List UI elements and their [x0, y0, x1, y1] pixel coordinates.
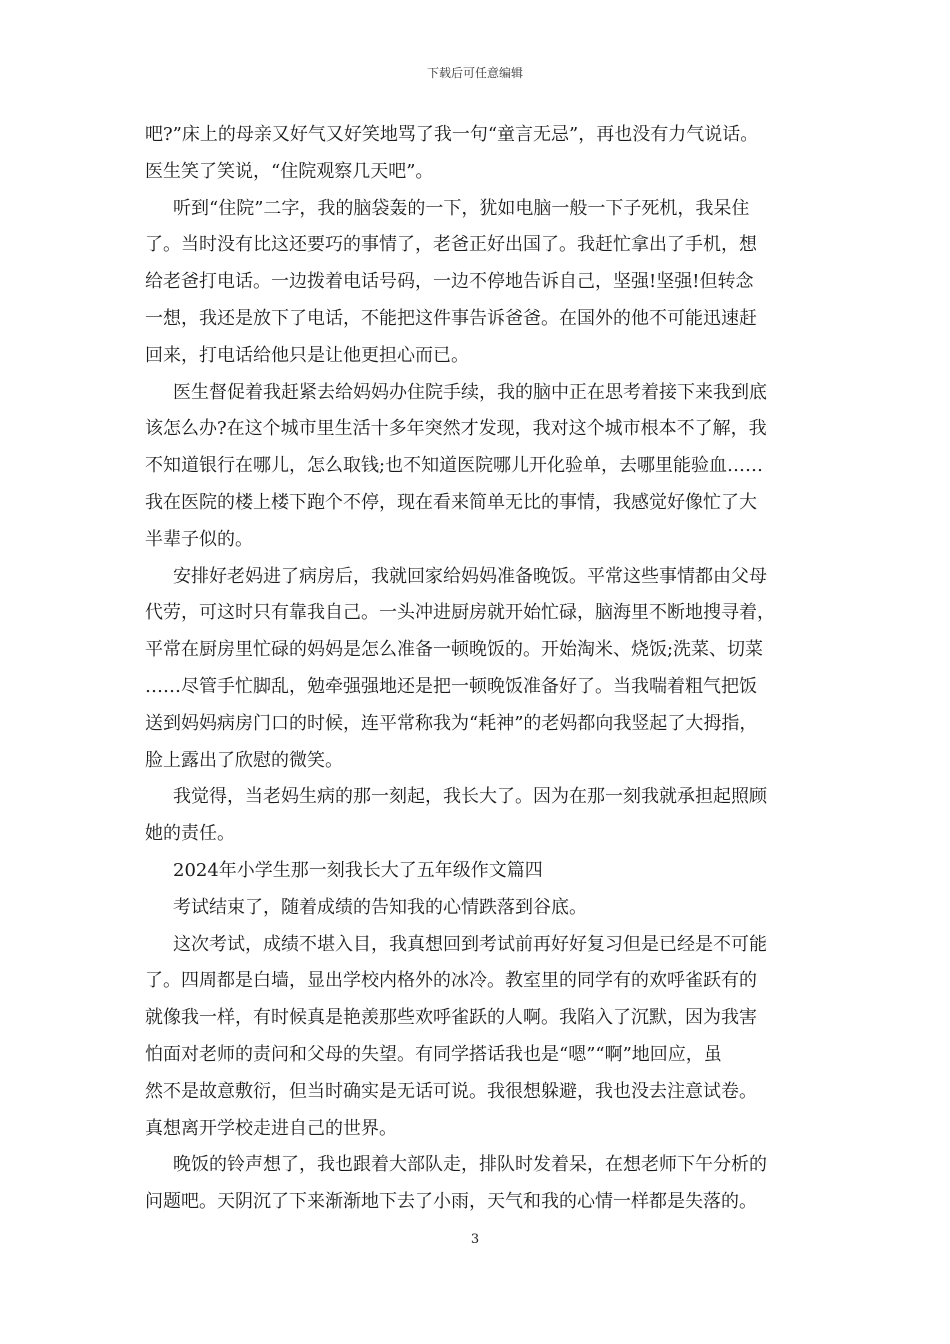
paragraph-start-line: 安排好老妈进了病房后，我就回家给妈妈准备晚饭。平常这些事情都由父母 [173, 565, 767, 587]
text-line: 该怎么办?在这个城市里生活十多年突然才发现，我对这个城市根本不了解，我 [145, 418, 767, 440]
text-line: 吧?”床上的母亲又好气又好笑地骂了我一句“童言无忌”，再也没有力气说话。 [145, 124, 759, 145]
page-number: 3 [470, 1232, 480, 1247]
text-line: 真想离开学校走进自己的世界。 [145, 1117, 397, 1139]
paragraph-start-line: 这次考试，成绩不堪入目，我真想回到考试前再好好复习但是已经是不可能 [173, 933, 767, 955]
text-line: ……尽管手忙脚乱，勉牵强强地还是把一顿晚饭准备好了。当我喘着粗气把饭 [145, 675, 757, 697]
paragraph-start-line: 听到“住院”二字，我的脑袋轰的一下，犹如电脑一般一下子死机，我呆住 [173, 197, 750, 219]
text-line: 脸上露出了欣慰的微笑。 [145, 749, 343, 771]
text-line: 给老爸打电话。一边拨着电话号码，一边不停地告诉自己，坚强!坚强!但转念 [145, 271, 754, 293]
text-line: 问题吧。天阴沉了下来渐渐地下去了小雨，天气和我的心情一样都是失落的。 [145, 1191, 757, 1213]
section-heading: 2024年小学生那一刻我长大了五年级作文篇四 [173, 859, 543, 881]
text-line: 不知道银行在哪儿，怎么取钱;也不知道医院哪儿开化验单，去哪里能验血…… [145, 455, 764, 477]
text-line: 了。四周都是白墙，显出学校内格外的冰冷。教室里的同学有的欢呼雀跃有的 [145, 970, 757, 992]
text-line: 半辈子似的。 [145, 528, 253, 550]
text-line: 就像我一样，有时候真是艳羡那些欢呼雀跃的人啊。我陷入了沉默，因为我害 [145, 1007, 757, 1029]
text-line: 送到妈妈病房门口的时候，连平常称我为“耗神”的老妈都向我竖起了大拇指， [145, 712, 758, 734]
text-line: 怕面对老师的责问和父母的失望。有同学搭话我也是“嗯”“啊”地回应，虽 [145, 1043, 722, 1065]
text-line: 然不是故意敷衍，但当时确实是无话可说。我很想躲避，我也没去注意试卷。 [145, 1080, 757, 1102]
paragraph-start-line: 我觉得，当老妈生病的那一刻起，我长大了。因为在那一刻我就承担起照顾 [173, 786, 767, 808]
text-line: 回来，打电话给他只是让他更担心而已。 [145, 344, 469, 366]
paragraph-start-line: 考试结束了，随着成绩的告知我的心情跌落到谷底。 [173, 896, 587, 918]
text-line: 医生笑了笑说，“住院观察几天吧”。 [145, 160, 434, 182]
text-line: 代劳，可这时只有靠我自己。一头冲进厨房就开始忙碌，脑海里不断地搜寻着， [145, 602, 775, 624]
text-line: 一想，我还是放下了电话，不能把这件事告诉爸爸。在国外的他不可能迅速赶 [145, 307, 757, 329]
paragraph-start-line: 医生督促着我赶紧去给妈妈办住院手续，我的脑中正在思考着接下来我到底 [173, 381, 767, 403]
text-line: 了。当时没有比这还要巧的事情了，老爸正好出国了。我赶忙拿出了手机，想 [145, 234, 757, 256]
document-body [145, 117, 815, 1221]
text-line: 她的责任。 [145, 823, 235, 845]
paragraph-start-line: 晚饭的铃声想了，我也跟着大部队走，排队时发着呆，在想老师下午分析的 [173, 1154, 767, 1176]
text-line: 我在医院的楼上楼下跑个不停，现在看来简单无比的事情，我感觉好像忙了大 [145, 491, 757, 513]
page-header-note: 下载后可任意编辑 [426, 66, 523, 80]
text-line: 平常在厨房里忙碌的妈妈是怎么准备一顿晚饭的。开始淘米、烧饭;洗菜、切菜 [145, 639, 764, 661]
